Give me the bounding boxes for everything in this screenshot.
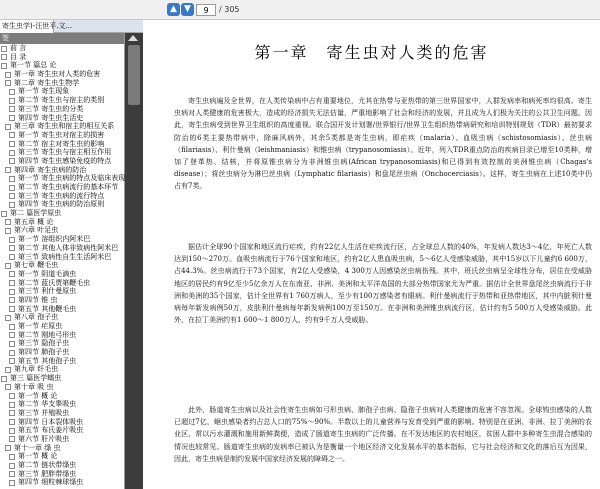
- bookmark-item[interactable]: [0, 287, 124, 296]
- expand-box-icon[interactable]: [9, 358, 15, 364]
- bookmark-label: 第二节 链状带绦虫: [18, 461, 77, 469]
- bookmark-item[interactable]: [0, 200, 124, 209]
- bookmark-label: 第三节 肥胖带绦虫: [18, 469, 77, 478]
- expand-box-icon[interactable]: [9, 289, 15, 295]
- bookmark-item[interactable]: [0, 444, 124, 453]
- bookmark-item[interactable]: [0, 305, 124, 314]
- expand-box-icon[interactable]: [9, 297, 15, 303]
- bookmark-item[interactable]: [0, 44, 124, 53]
- expand-box-icon[interactable]: [9, 132, 15, 138]
- expand-box-icon[interactable]: [1, 54, 7, 60]
- bookmark-label: 第一节 寄生现象: [18, 87, 70, 96]
- bookmark-label: 第三节 寄生虫病的流行特点: [18, 191, 105, 200]
- expand-box-icon[interactable]: [9, 106, 15, 112]
- expand-box-icon[interactable]: [5, 315, 11, 321]
- bookmark-item[interactable]: [0, 270, 124, 279]
- bookmark-item[interactable]: [0, 339, 124, 348]
- bookmark-label: 第三节 利什曼原虫: [18, 287, 77, 296]
- bookmark-label: 第二节 华支睾吸虫: [18, 400, 77, 409]
- paragraph-1: 寄生虫病遍及全世界，在人类传染病中占有重要地位，尤其在热带与亚热带的第三世界国家中，人群发病率和病死率均很高。寄生虫病对人类健康的危害极大，造成的经济损失无法估量，严重地影响了社会和经济的发展，并且成为人们极为关注的公共卫生问题。因此，寄生虫病受到世界卫生组织的高度重视。联合国开发计划署/世界银行/世界卫生组织热带病研究和培训特别规划（TDR）最初要求防治的6类主要热带病中，除麻风病外，其余5类都是寄生虫病，即疟疾（malaria）、血吸虫病（schistosomiasis）、丝虫病（filariasis）、利什曼病（leishmaniasis）和锥虫病（trypanosomiasis）。近年，列入TDR重点防治的疾病目录已增至10类种，增加了登革热、结核，并将原锥虫病分为非洲锥虫病(African trypanosomiasis)和已得到有效控制的美洲锥虫病（Chagas's disease）；将丝虫病分为淋巴丝虫病（Lymphatic filariasis）和盘尾丝虫病（Onchocerciasis）。这样，寄生虫病在上述10类中仍占有7类。: [174, 97, 592, 191]
- bookmark-label: 第五节 其他鞭毛虫: [18, 304, 77, 313]
- bookmark-item[interactable]: [0, 183, 124, 192]
- bookmark-label: 第三节 隐孢子虫: [18, 339, 70, 348]
- bookmark-label: 第九章 纤毛虫: [14, 365, 59, 374]
- bookmark-item[interactable]: [0, 209, 124, 218]
- bookmark-label: 第一节 寄生虫对宿主的损害: [18, 130, 105, 139]
- document-page: [143, 20, 600, 489]
- bookmark-label: 第四节 寄生虫病的防治原则: [18, 200, 105, 209]
- bookmarks-panel: [0, 33, 125, 489]
- expand-box-icon[interactable]: [9, 280, 15, 286]
- bookmark-item[interactable]: [0, 478, 124, 487]
- expand-box-icon[interactable]: [9, 480, 15, 486]
- bookmark-item[interactable]: [0, 96, 124, 105]
- bookmark-item[interactable]: [0, 131, 124, 140]
- expand-box-icon[interactable]: [9, 471, 15, 477]
- bookmark-label: 第三章 寄生虫和宿主的相互关系: [14, 122, 115, 131]
- bookmark-item[interactable]: [0, 114, 124, 123]
- bookmark-label: 第一章 寄生虫对人类的危害: [14, 70, 101, 79]
- expand-box-icon[interactable]: [1, 63, 7, 69]
- bookmark-label: 第五节 其他孢子虫: [18, 356, 77, 365]
- expand-box-icon[interactable]: [1, 376, 7, 382]
- bookmark-label: 第二节 蓝氏贾第鞭毛虫: [18, 278, 91, 287]
- bookmark-item[interactable]: [0, 157, 124, 166]
- bookmark-label: 第二节 其他人体非致病性阿米巴: [18, 243, 119, 252]
- bookmark-label: 第二节 寄生虫病流行的基本环节: [18, 183, 119, 191]
- expand-box-icon[interactable]: [5, 367, 11, 373]
- expand-box-icon[interactable]: [9, 463, 15, 469]
- expand-box-icon[interactable]: [9, 115, 15, 121]
- bookmark-item[interactable]: [0, 226, 124, 235]
- expand-box-icon[interactable]: [5, 384, 11, 390]
- expand-box-icon[interactable]: [5, 219, 11, 225]
- expand-box-icon[interactable]: [9, 185, 15, 191]
- bookmark-label: 第二节 寄生虫与宿主的类别: [18, 96, 105, 105]
- bookmark-label: 第三节 并殖吸虫: [18, 408, 70, 417]
- paragraph-3: 此外，肠道寄生虫病以及社会性寄生虫病如弓形虫病、肺孢子虫病、隐孢子虫病对人类健康的危害不容忽视。全球钩虫感染的人数已超过7亿，蛔虫感染者约占总人口的75%～90%。半数以上的儿童营养与发育受到严重的影响。特别是在亚洲、非洲、拉丁美洲的农业区，常以污水灌溉和施用新鲜粪便，造成了肠道寄生虫病的广泛传播。在不发达地区的农村地区，贫困人群中多种寄生虫混合感染的情况也较常见。肠道寄生虫病的发病率已被认为是衡量一个地区经济文化发展水平的基本指标，它与社会经济和文化的落后互为因果，因此，寄生虫病是制约发展中国家经济发展的障碍之一。: [174, 406, 592, 463]
- bookmark-label: 第四节 日本裂体吸虫: [18, 417, 84, 426]
- expand-box-icon[interactable]: [5, 445, 11, 451]
- bookmark-item[interactable]: [0, 348, 124, 357]
- bookmark-label: 第四节 寄生虫感染免疫的特点: [18, 156, 112, 165]
- bookmark-item[interactable]: [0, 122, 124, 131]
- tab-document[interactable]: 寄生虫学)-汪世平.文...: [0, 20, 54, 33]
- bookmark-label: 第二 篇医学原虫: [10, 209, 62, 218]
- bookmark-label: 第一节 溶组织内阿米巴: [18, 235, 91, 244]
- expand-box-icon[interactable]: [9, 393, 15, 399]
- bookmark-label: 第十章 吸 虫: [14, 382, 54, 391]
- bookmark-item[interactable]: [0, 61, 124, 70]
- bookmark-label: 第三节 寄生虫的分类: [18, 104, 84, 113]
- bookmark-item[interactable]: [0, 261, 124, 270]
- chapter-title: 第一章 寄生虫对人类的危害: [254, 43, 489, 62]
- bookmark-item[interactable]: [0, 253, 124, 262]
- scroll-thumb[interactable]: [128, 45, 140, 105]
- bookmark-label: 目 录: [10, 52, 27, 61]
- expand-box-icon[interactable]: [5, 72, 11, 78]
- bookmark-item[interactable]: [0, 166, 124, 175]
- bookmark-item[interactable]: [0, 392, 124, 401]
- bookmark-label: 第八章 孢子虫: [14, 313, 59, 322]
- bookmark-label: 第三节 寄生虫与宿主相互作用: [18, 148, 112, 157]
- bookmark-label: 第五节 布氏姜片吸虫: [18, 426, 84, 435]
- expand-box-icon[interactable]: [9, 176, 15, 182]
- bookmark-item[interactable]: [0, 400, 124, 409]
- expand-box-icon[interactable]: [9, 141, 15, 147]
- bookmark-label: 第四章 寄生虫病的防治: [14, 165, 87, 174]
- toolbar: [0, 0, 600, 20]
- expand-box-icon[interactable]: [9, 419, 15, 425]
- expand-box-icon[interactable]: [9, 150, 15, 156]
- tab-bar: [0, 20, 143, 33]
- expand-box-icon[interactable]: [9, 306, 15, 312]
- bookmark-label: 第六节 肝片吸虫: [18, 434, 70, 443]
- bookmark-item[interactable]: [0, 235, 124, 244]
- expand-box-icon[interactable]: [9, 245, 15, 251]
- sidebar-scrollbar[interactable]: [125, 33, 143, 489]
- expand-box-icon[interactable]: [9, 271, 15, 277]
- expand-box-icon[interactable]: [5, 167, 11, 173]
- expand-box-icon[interactable]: [9, 158, 15, 164]
- bookmark-item[interactable]: [0, 87, 124, 96]
- expand-box-icon[interactable]: [9, 350, 15, 356]
- bookmark-item[interactable]: [0, 418, 124, 427]
- paragraph-2: 据估计全球90个国家和地区流行疟疾，约有22亿人生活在疟疾流行区，占全球总人数的40%，年发病人数达3～4亿，年死亡人数达到150～270万。血吸虫病流行于76个国家和地区，约有2亿人患血吸虫病，5～6亿人受感染威胁，其中15岁以下儿童约6 600万，占44.3%。丝虫病流行于73个国家，有2亿人受感染，4 300万人因感染丝虫病伤残。其中，班氏丝虫病呈全球性分布，居住在受威胁地区的居民约有9亿至少5亿余万人在东南亚、非洲、美洲和太平洋岛国的大部分热带国家尤为严重。据估计全世界盘尾丝虫病流行于非洲和美洲的35个国家，估计全世界有1 760万病人，至少有100万感染者有眼病。利什曼病流行于热带和亚热带地区，其中内脏利什曼病每年新发病例50万，皮肤利什曼病每年新发病例100万至150万。在非洲和美洲锥虫病流行区，估计约有5 500万人受感染威胁。此外，在拉丁美洲约有1 600～1 800万人，约有9千万人受威胁。: [174, 243, 592, 325]
- expand-box-icon[interactable]: [9, 193, 15, 199]
- bookmark-label: 第一节 寄生虫病的特点及临床表现: [18, 174, 126, 183]
- expand-box-icon[interactable]: [9, 454, 15, 460]
- bookmark-item[interactable]: [0, 409, 124, 418]
- bookmark-label: 第三 篇医学蠕虫: [10, 374, 62, 383]
- page-total-label: / 305: [219, 5, 240, 14]
- bookmark-label: 第七章 鞭毛虫: [14, 261, 59, 270]
- bookmark-label: 第一节 阴道毛滴虫: [18, 269, 77, 278]
- bookmark-item[interactable]: [0, 461, 124, 470]
- bookmark-item[interactable]: [0, 148, 124, 157]
- bookmark-label: 第一节 篇总 论: [10, 61, 57, 70]
- bookmark-label: 第二章 寄生虫生物学: [14, 78, 80, 87]
- expand-box-icon[interactable]: [9, 324, 15, 330]
- expand-box-icon[interactable]: [5, 263, 11, 269]
- bookmark-label: 第三节 致病性自生生活阿米巴: [18, 252, 112, 261]
- bookmark-label: 第十一章 绦 虫: [14, 443, 61, 452]
- expand-box-icon[interactable]: [5, 228, 11, 234]
- bookmark-label: 前 言: [10, 44, 27, 52]
- bookmark-item[interactable]: [0, 140, 124, 149]
- arrow-down-icon[interactable]: ▼: [181, 3, 194, 16]
- bookmark-item[interactable]: [0, 374, 124, 383]
- expand-box-icon[interactable]: [5, 80, 11, 86]
- expand-box-icon[interactable]: [1, 46, 7, 52]
- bookmark-label: 第四节 肺孢子虫: [18, 348, 70, 357]
- bookmark-label: 第一节 概 论: [18, 452, 58, 461]
- bookmark-label: 第五章 概 论: [14, 217, 54, 226]
- arrow-up-icon[interactable]: ▲: [167, 3, 180, 16]
- bookmark-label: 第六章 叶足虫: [14, 226, 59, 235]
- bookmark-label: 第二节 刚地弓形虫: [18, 330, 77, 339]
- bookmark-label: 第二节 宿主对寄生虫的影响: [18, 139, 105, 148]
- bookmark-item[interactable]: [0, 105, 124, 114]
- expand-box-icon[interactable]: [9, 436, 15, 442]
- expand-box-icon[interactable]: [9, 332, 15, 338]
- bookmark-item[interactable]: [0, 322, 124, 331]
- expand-box-icon[interactable]: [9, 254, 15, 260]
- expand-box-icon[interactable]: [9, 402, 15, 408]
- bookmark-item[interactable]: [0, 70, 124, 79]
- bookmark-item[interactable]: [0, 452, 124, 461]
- bookmark-label: 第四节 寄生虫生活史: [18, 113, 84, 122]
- bookmark-item[interactable]: [0, 296, 124, 305]
- bookmark-label: 第一节 概 论: [18, 391, 58, 400]
- bookmark-item[interactable]: [0, 174, 124, 183]
- bookmark-label: 第一节 疟原虫: [18, 322, 63, 330]
- bookmarks-header: 签: [0, 33, 124, 44]
- expand-box-icon[interactable]: [9, 237, 15, 243]
- expand-box-icon[interactable]: [1, 211, 7, 217]
- bookmark-item[interactable]: [0, 313, 124, 322]
- expand-box-icon[interactable]: [9, 202, 15, 208]
- expand-box-icon[interactable]: [9, 89, 15, 95]
- bookmark-item[interactable]: [0, 435, 124, 444]
- bookmark-item[interactable]: [0, 426, 124, 435]
- bookmark-item[interactable]: [0, 383, 124, 392]
- expand-box-icon[interactable]: [9, 428, 15, 434]
- bookmark-item[interactable]: [0, 365, 124, 374]
- scroll-up-icon[interactable]: [128, 35, 138, 41]
- page-number-input[interactable]: [196, 4, 216, 16]
- bookmark-item[interactable]: [0, 279, 124, 288]
- bookmark-item[interactable]: [0, 244, 124, 253]
- bookmark-label: 第四节 细粒棘球绦虫: [18, 478, 84, 487]
- expand-box-icon[interactable]: [5, 124, 11, 130]
- bookmark-list: [0, 44, 124, 487]
- expand-box-icon[interactable]: [9, 98, 15, 104]
- expand-box-icon[interactable]: [9, 410, 15, 416]
- bookmark-label: 第四节 锥 虫: [18, 295, 58, 304]
- expand-box-icon[interactable]: [9, 341, 15, 347]
